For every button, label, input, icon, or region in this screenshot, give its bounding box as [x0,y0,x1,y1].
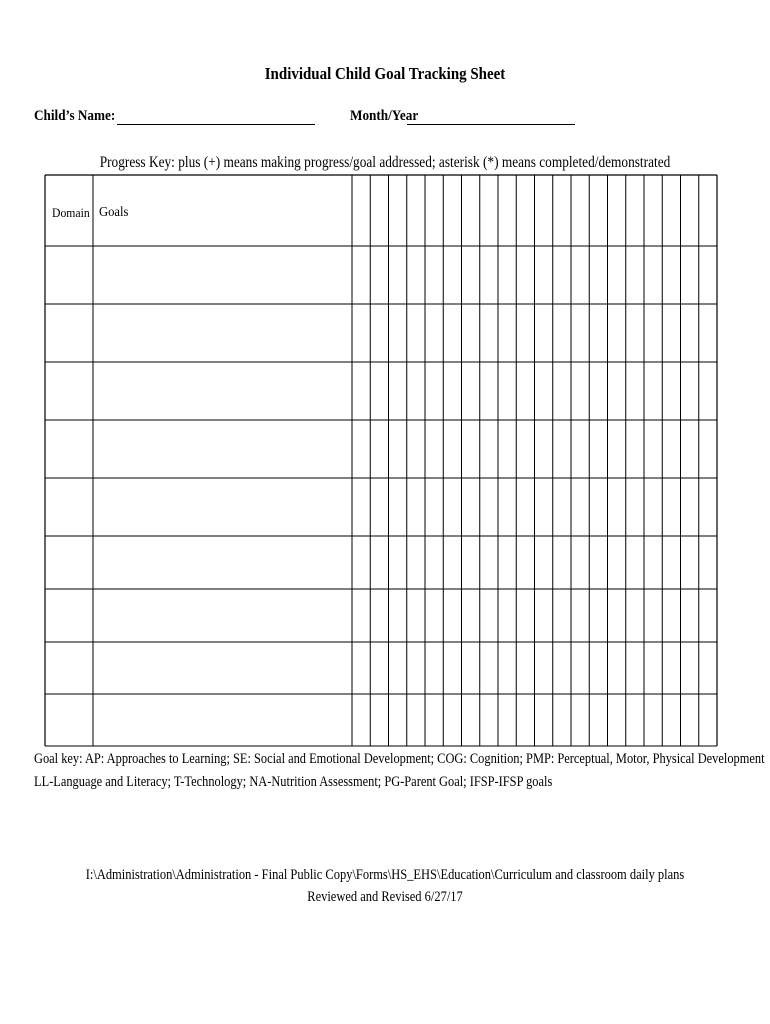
footer-revised-date: Reviewed and Revised 6/27/17 [307,889,463,905]
goal-key-line-1: Goal key: AP: Approaches to Learning; SE: Social and Emotional Development; COG: Cognition; PMP: Perceptual, Motor, Physical Development [34,751,765,767]
page-title: Individual Child Goal Tracking Sheet [264,64,506,83]
child-name-label: Child’s Name: [34,108,116,124]
goals-column-header: Goals [99,205,129,220]
domain-column-header: Domain [52,205,90,220]
month-year-label: Month/Year [350,108,419,124]
progress-key: Progress Key: plus (+) means making progress/goal addressed; asterisk (*) means completed/demonstrated [99,154,671,171]
goal-key-line-2: LL-Language and Literacy; T-Technology; NA-Nutrition Assessment; PG-Parent Goal; IFSP-IFSP goals [34,774,553,790]
footer-file-path: I:\Administration\Administration - Final Public Copy\Forms\HS_EHS\Education\Curriculum and classroom daily plans [85,867,685,883]
